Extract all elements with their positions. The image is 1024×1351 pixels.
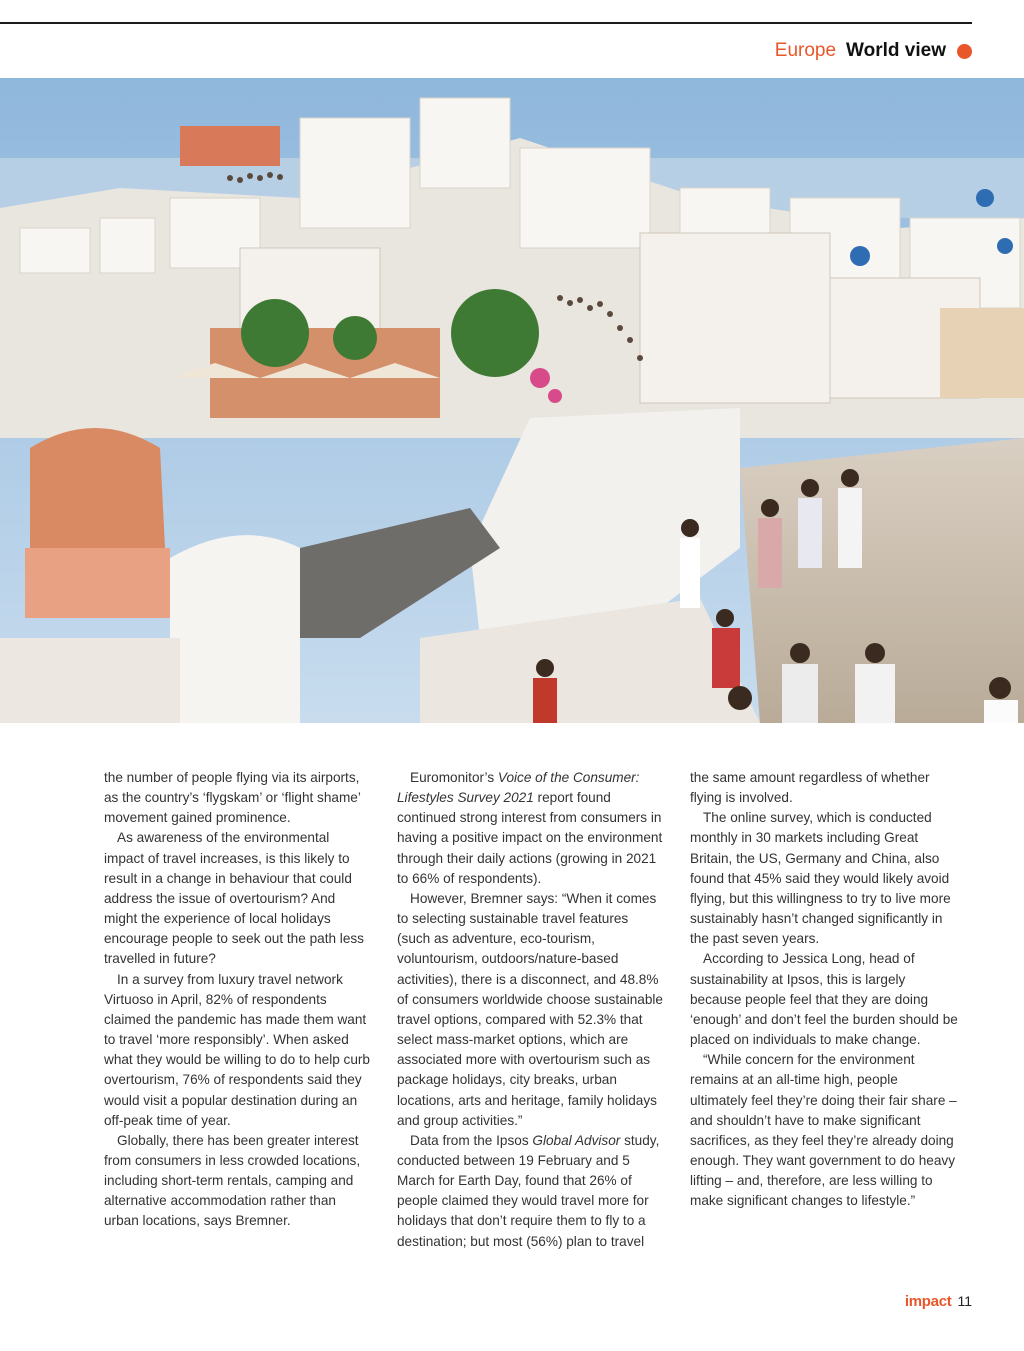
photo-illustration — [0, 78, 1024, 723]
section-title: World view — [846, 40, 946, 61]
text-run: Data from the Ipsos — [410, 1132, 533, 1148]
paragraph: However, Bremner says: “When it comes to selecting sustainable travel features (such as adventure, eco-tourism, voluntourism, outdoors/nature-based activities), there is a disconnect, and 48.8% of consumers worldwide choose sustainable travel options, compared with 52.3% that select mass-market options, which are associated more with overtourism such as package holidays, city breaks, urban locations, arts and heritage, family holidays and group activities.” — [397, 890, 663, 1128]
paragraph — [397, 768, 665, 889]
accent-dot-icon — [957, 44, 972, 59]
study-title: Global Advisor — [532, 1132, 621, 1148]
paragraph: According to Jessica Long, head of sustainability at Ipsos, this is largely because people feel that they are doing ‘enough’ and don’t feel the burden should be placed on individuals to make change. — [690, 951, 958, 1048]
page-footer — [905, 1293, 972, 1310]
paragraph — [397, 1131, 665, 1252]
text-run: Euromonitor’s — [410, 770, 498, 785]
article-column-3 — [690, 768, 958, 1211]
report-title: Voice of the Consumer: Lifestyles Survey 2021 — [397, 770, 640, 806]
section-label: Europe — [774, 40, 837, 61]
paragraph: the same amount regardless of whether flying is involved. — [690, 770, 930, 806]
top-rule — [0, 22, 972, 24]
article-column-1 — [104, 768, 372, 1232]
brand-logo: impact — [904, 1293, 952, 1310]
page-number: 11 — [957, 1293, 972, 1309]
page-header — [775, 40, 972, 62]
paragraph: In a survey from luxury travel network Virtuoso in April, 82% of respondents claimed the pandemic has made them want to travel ‘more responsibly’. When asked what they would be willing to do to help curb overtourism, 76% of respondents said they would visit a popular destination during an off-peak time of year. — [104, 971, 370, 1128]
paragraph: As awareness of the environmental impact of travel increases, is this likely to result in a change in behaviour that could address the issue of overtourism? And might the experience of local holidays encourage people to seek out the path less travelled in future? — [104, 830, 364, 967]
paragraph: Globally, there has been greater interest from consumers in less crowded locations, including short-term rentals, camping and alternative accommodation rather than urban locations, says Bremner. — [104, 1132, 361, 1229]
text-run: report found continued strong interest from consumers in having a positive impact on the environment through their daily actions (growing in 2021 to 66% of respondents). — [397, 790, 663, 886]
photo-santorini-crowds — [0, 78, 1024, 723]
paragraph: the number of people flying via its airports, as the country’s ‘flygskam’ or ‘flight shame’ movement gained prominence. — [104, 770, 361, 826]
article-column-2 — [397, 768, 665, 1252]
paragraph: “While concern for the environment remains at an all-time high, people ultimately feel they’re doing their fair share – and shouldn’t have to make significant sacrifices, as they feel they’re already doing enough. They want government to do heavy lifting – and, therefore, are less willing to make significant changes to lifestyle.” — [690, 1052, 957, 1209]
paragraph: The online survey, which is conducted monthly in 30 markets including Great Britain, the US, Germany and China, also found that 45% said they would likely avoid flying, but this willingness to try to live more sustainably hasn’t changed significantly in the past seven years. — [690, 810, 951, 947]
text-run: study, conducted between 19 February and 5 March for Earth Day, found that 26% of people claimed they would travel more for holidays that don’t require them to fly to a destination; but most (56%) plan to travel — [397, 1132, 660, 1249]
